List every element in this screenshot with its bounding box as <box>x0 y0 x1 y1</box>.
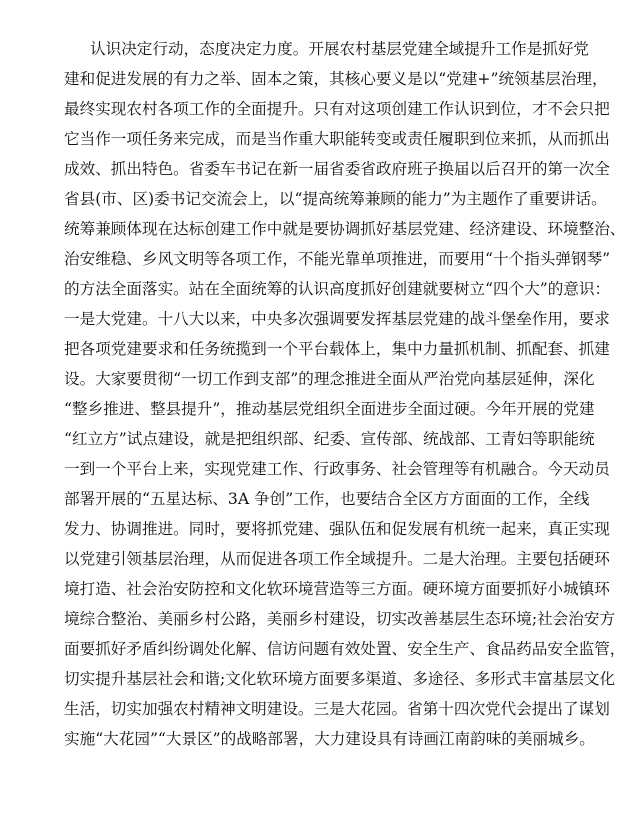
paragraph-line: 建和促进发展的有力之举、固本之策，其核心要义是以“党建+”统领基层治理， <box>64 70 608 88</box>
paragraph-line: 境综合整治、美丽乡村公路，美丽乡村建设，切实改善基层生态环境;社会治安方 <box>64 610 616 628</box>
paragraph-line: 一是大党建。十八大以来，中央多次强调要发挥基层党建的战斗堡垒作用，要求 <box>64 310 610 328</box>
paragraph-line: 以党建引领基层治理，从而促进各项工作全域提升。二是大治理。主要包括硬环 <box>64 550 610 568</box>
paragraph-line: 省县(市、区)委书记交流会上，以“提高统筹兼顾的能力”为主题作了重要讲话。 <box>64 190 607 208</box>
paragraph-line: 发力、协调推进。同时，要将抓党建、强队伍和促发展有机统一起来，真正实现 <box>64 520 610 538</box>
body-paragraph <box>64 34 625 754</box>
paragraph-line: 统筹兼顾体现在达标创建工作中就是要协调抓好基层党建、经济建设、环境整治、 <box>64 220 625 238</box>
paragraph-line: 设。大家要贯彻“一切工作到支部”的理念推进全面从严治党向基层延伸，深化 <box>64 370 595 388</box>
paragraph-line: 部署开展的“五星达标、3A 争创”工作，也要结合全区方方面面的工作，全线 <box>64 490 590 508</box>
paragraph-line: “整乡推进、整县提升”，推动基层党组织全面进步全面过硬。今年开展的党建 <box>64 400 595 418</box>
paragraph-line: 治安维稳、乡风文明等各项工作，不能光靠单项推进，而要用“十个指头弹钢琴” <box>64 250 611 268</box>
paragraph-line: 最终实现农村各项工作的全面提升。只有对这项创建工作认识到位，才不会只把 <box>64 100 610 118</box>
paragraph-line: 的方法全面落实。站在全面统筹的认识高度抓好创建就要树立“四个大”的意识： <box>64 280 611 298</box>
paragraph-line: 面要抓好矛盾纠纷调处化解、信访问题有效处置、安全生产、食品药品安全监管， <box>64 640 625 658</box>
paragraph-line: 一到一个平台上来，实现党建工作、行政事务、社会管理等有机融合。今天动员 <box>64 460 610 478</box>
paragraph-line: 它当作一项任务来完成，而是当作重大职能转变或责任履职到位来抓，从而抓出 <box>64 130 610 148</box>
paragraph-line: 生活，切实加强农村精神文明建设。三是大花园。省第十四次党代会提出了谋划 <box>64 700 610 718</box>
paragraph-line: 切实提升基层社会和谐;文化软环境方面要多渠道、多途径、多形式丰富基层文化 <box>64 670 616 688</box>
paragraph-line: 认识决定行动，态度决定力度。开展农村基层党建全域提升工作是抓好党 <box>90 40 590 58</box>
paragraph-line: 实施“大花园”“大景区”的战略部署，大力建设具有诗画江南韵味的美丽城乡。 <box>64 730 595 748</box>
paragraph-line: 把各项党建要求和任务统揽到一个平台载体上，集中力量抓机制、抓配套、抓建 <box>64 340 610 358</box>
paragraph-line: 成效、抓出特色。省委车书记在新一届省委省政府班子换届以后召开的第一次全 <box>64 160 610 178</box>
paragraph-line: “红立方”试点建设，就是把组织部、纪委、宣传部、统战部、工青妇等职能统 <box>64 430 595 448</box>
paragraph-line: 境打造、社会治安防控和文化软环境营造等三方面。硬环境方面要抓好小城镇环 <box>64 580 610 598</box>
